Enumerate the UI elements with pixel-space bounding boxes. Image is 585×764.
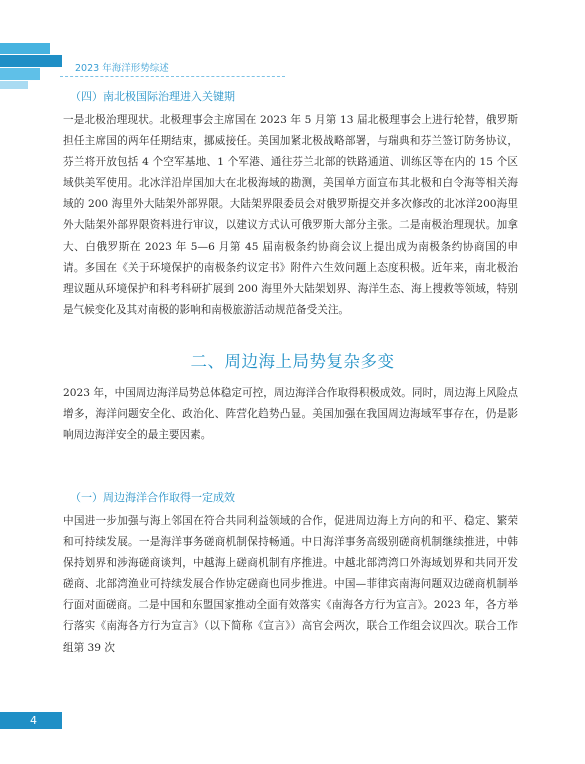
header-decoration (0, 81, 28, 89)
header-decoration (0, 68, 40, 80)
body-paragraph: 一是北极治理现状。北极理事会主席国在 2023 年 5 月第 13 届北极理事会上进行轮替，俄罗斯担任主席国的两年任期结束，挪威接任。美国加紧北极战略部署，与瑞典和芬兰签订防务协议，芬兰将开放包括 4 个空军基地、1 个军港、通往芬兰北部的铁路通道、训练区等在内的 15 个区域供美军使用。北冰洋沿岸国加大在北极海域的勘测，美国单方面宣布其北极和白令海等相关海域的 200 海里外大陆架外部界限。大陆架界限委员会对俄罗斯提交并多次修改的北冰洋200海里外大陆架外部界限资料进行审议，以建议方式认可俄罗斯大部分主张。二是南极治理现状。加拿大、白俄罗斯在 2023 年 5—6 月第 45 届南极条约协商会议上提出成为南极条约协商国的申请。多国在《关于环境保护的南极条约议定书》附件六生效问题上态度积极。近年来，南北极治理议题从环境保护和科考科研扩展到 200 海里外大陆架划界、海洋生态、海上搜救等领域，特别是气候变化及其对南极的影响和南极旅游活动规范备受关注。 (63, 114, 518, 316)
body-paragraph: 2023 年，中国周边海洋局势总体稳定可控，周边海洋合作取得积极成效。同时，周边海上风险点增多，海洋问题安全化、政治化、阵营化趋势凸显。美国加强在我国周边海域军事存在，仍是影响周边海洋安全的最主要因素。 (63, 387, 518, 442)
section-heading: （四）南北极国际治理进入关键期 (70, 90, 235, 103)
header-divider (60, 76, 285, 77)
body-paragraph: 中国进一步加强与海上邻国在符合共同利益领域的合作，促进周边海上方向的和平、稳定、繁荣和可持续发展。一是海洋事务磋商机制保持畅通。中日海洋事务高级别磋商机制继续推进，中韩保持划界和涉海磋商谈判，中越海上磋商机制有序推进。中越北部湾湾口外海域划界和共同开发磋商、北部湾渔业可持续发展合作协定磋商也同步推进。中国—菲律宾南海问题双边磋商机制举行面对面磋商。二是中国和东盟国家推动全面有效落实《南海各方行为宣言》。2023 年，各方举行落实《南海各方行为宣言》（以下简称《宣言》）高官会两次，联合工作组会议四次。联合工作组第 39 次 (63, 515, 518, 654)
header-decoration (0, 55, 62, 67)
section-heading: （一）周边海洋合作取得一定成效 (70, 491, 235, 504)
running-header: 2023 年海洋形势综述 (75, 63, 169, 74)
header-decoration (0, 43, 50, 54)
page-number: 4 (30, 714, 37, 727)
chapter-heading: 二、周边海上局势复杂多变 (190, 352, 395, 371)
